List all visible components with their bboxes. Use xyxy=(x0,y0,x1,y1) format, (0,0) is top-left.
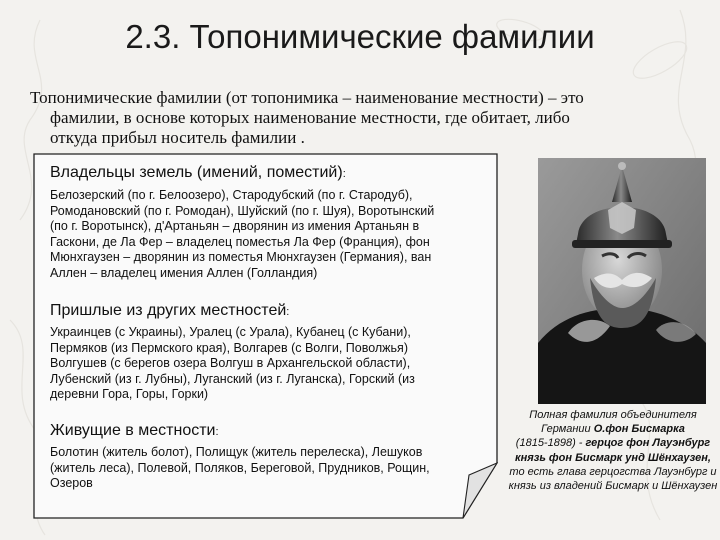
section-residents xyxy=(50,421,430,492)
section-title: Владельцы земель (имений, поместий): xyxy=(50,164,346,181)
section-text: Белозерский (по г. Белоозеро), Стародубский (по г. Стародуб), Ромодановский (по г. Ромодан), Шуйский (по г. Шуя), Воротынский (по г. Воротынск), д'Артаньян – дворянин из имения Артаньян в Гаскони, де Ла Фер – владелец поместья Ла Фер (Франция), фон Мюнхгаузен – дворянин из поместья Мюнхгаузен (Германия), ван Аллен – владелец имения Аллен (Голландия) xyxy=(50,188,435,280)
section-title: Живущие в местности: xyxy=(50,422,219,439)
page-title: 2.3. Топонимические фамилии xyxy=(125,18,595,55)
section-text: Украинцев (с Украины), Уралец (с Урала), Кубанец (с Кубани), Пермяков (из Пермского края), Волгарев (с Волги, Поволжья) Волгушев (с берегов озера Волгуш в Архангельской области), Лубенский (из г. Лубны), Луганский (из г. Луганска), Горский (из деревни Гора, Горы, Горки) xyxy=(50,325,415,401)
intro-paragraph xyxy=(30,88,700,148)
portrait-caption: Полная фамилия объединителя Германии О.фон Бисмарка (1815-1898) - герцог фон Лауэнбург князь фон Бисмарк унд Шёнхаузен, то есть глава герцогства Лауэнбург и князь из владений Бисмарк и Шёнхаузен xyxy=(508,409,718,493)
section-landowners xyxy=(50,163,434,281)
section-title: Пришлые из других местностей: xyxy=(50,302,290,319)
intro-line-3: откуда прибыл носитель фамилии . xyxy=(50,128,305,147)
section-newcomers xyxy=(50,301,415,403)
section-text: Болотин (житель болот), Полищук (житель перелеска), Лешуков (житель леса), Полевой, Поляков, Береговой, Прудников, Рощин, Озеров xyxy=(50,445,430,490)
intro-line-2: фамилии, в основе которых наименование местности, где обитает, либо xyxy=(50,108,570,127)
bismarck-portrait xyxy=(538,158,706,404)
intro-line-1: Топонимические фамилии (от топонимика – наименование местности) – это xyxy=(30,88,584,107)
